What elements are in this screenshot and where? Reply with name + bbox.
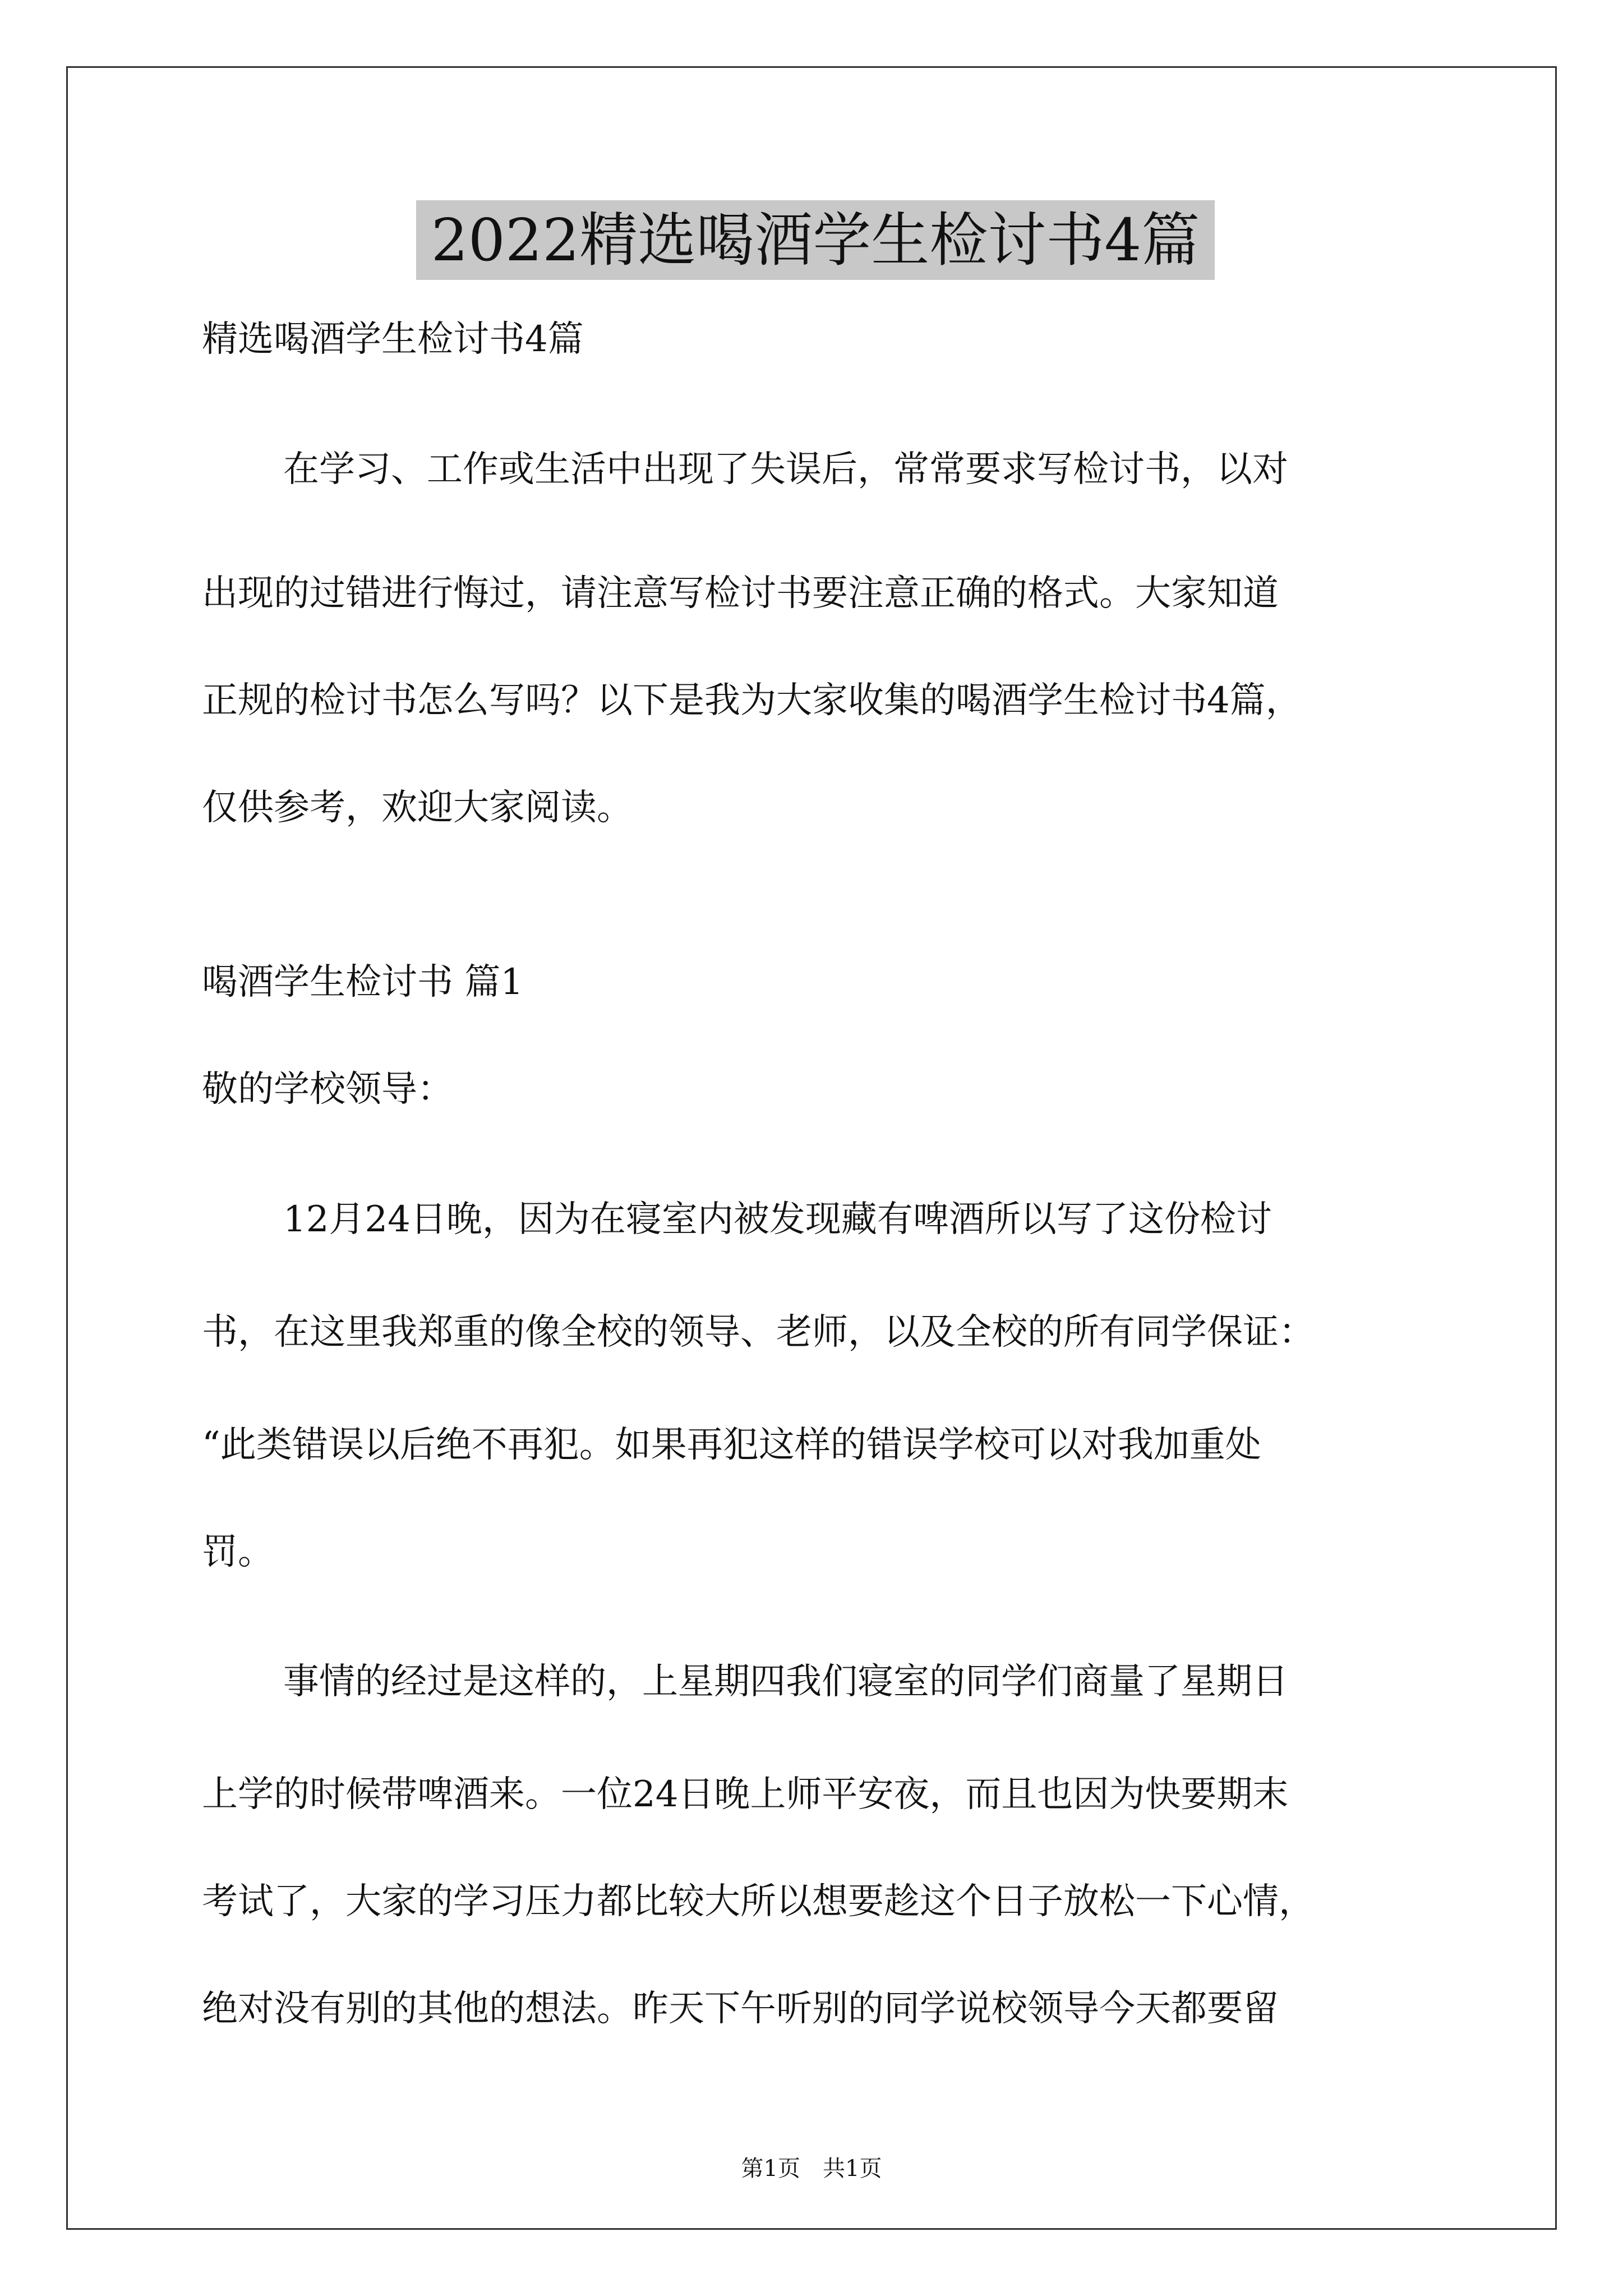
para2-line-1: 事情的经过是这样的，上星期四我们寝室的同学们商量了星期日 xyxy=(283,1661,1288,1703)
intro-line-3: 正规的检讨书怎么写吗？以下是我为大家收集的喝酒学生检讨书4篇， xyxy=(202,680,1302,721)
para1-line-4: 罚。 xyxy=(202,1531,274,1573)
page-footer: 第1页 共1页 xyxy=(741,2156,882,2182)
para2-line-3: 考试了，大家的学习压力都比较大所以想要趁这个日子放松一下心情， xyxy=(202,1881,1315,1922)
intro-line-4: 仅供参考，欢迎大家阅读。 xyxy=(202,787,633,829)
salutation: 敬的学校领导： xyxy=(202,1069,453,1110)
para2-line-4: 绝对没有别的其他的想法。昨天下午听别的同学说校领导今天都要留 xyxy=(202,1988,1279,2030)
intro-line-2: 出现的过错进行悔过，请注意写检讨书要注意正确的格式。大家知道 xyxy=(202,573,1279,614)
para1-line-1: 12月24日晚，因为在寝室内被发现藏有啤酒所以写了这份检讨 xyxy=(283,1199,1272,1240)
section-heading: 喝酒学生检讨书 篇1 xyxy=(202,961,524,1003)
para1-line-2: 书，在这里我郑重的像全校的领导、老师，以及全校的所有同学保证： xyxy=(202,1312,1315,1353)
para2-line-2: 上学的时候带啤酒来。一位24日晚上师平安夜，而且也因为快要期末 xyxy=(202,1774,1289,1815)
subtitle: 精选喝酒学生检讨书4篇 xyxy=(202,319,584,360)
intro-line-1: 在学习、工作或生活中出现了失误后，常常要求写检讨书，以对 xyxy=(283,449,1288,490)
document-title: 2022精选喝酒学生检讨书4篇 xyxy=(416,200,1215,280)
para1-line-3: “此类错误以后绝不再犯。如果再犯这样的错误学校可以对我加重处 xyxy=(202,1424,1261,1466)
